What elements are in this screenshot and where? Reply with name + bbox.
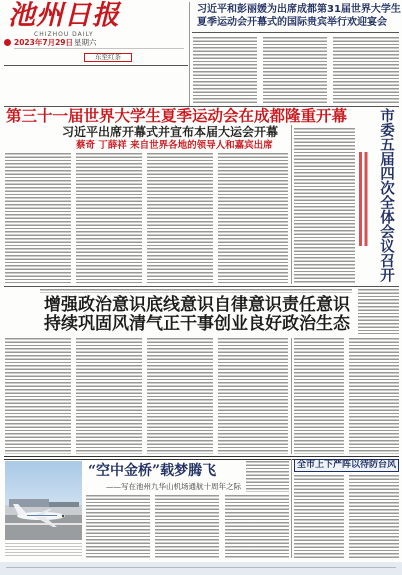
lead-story-subhead: 习近平出席开幕式并宣布本届大运会开幕 (62, 125, 279, 139)
top-story-body-column (193, 37, 257, 104)
typhoon-story-body-column (294, 475, 344, 558)
issue-date: 2023年7月29日 (14, 38, 74, 47)
lead-story-body-column (76, 153, 142, 283)
lead-story-attendees: 蔡奇 丁薛祥 来自世界各地的领导人和嘉宾出席 (76, 140, 273, 151)
lead-story-body-column (218, 153, 288, 283)
airport-story-body-column (155, 495, 219, 558)
plenum-story-kicker (359, 152, 369, 246)
lead-story-headline: 第三十一届世界大学生夏季运动会在成都隆重开幕 (6, 107, 348, 125)
section-divider (4, 286, 399, 287)
plenum-story-body-column (349, 338, 399, 454)
airplane-icon (5, 461, 82, 540)
newspaper-subtitle: CHIZHOU DAILY (34, 31, 94, 38)
plenum-story-body-column (294, 128, 355, 283)
typhoon-story-headline: 全市上下严阵以待防台风 (297, 460, 397, 470)
discipline-story-body-column (5, 338, 71, 454)
top-story-headline-line2: 夏季运动会开幕式的国际贵宾举行欢迎宴会 (197, 17, 387, 28)
discipline-story-body-column (147, 338, 213, 454)
plenum-story-body-column (294, 338, 344, 454)
footer-text (6, 567, 396, 570)
advertisement-box: 东至红茶 (84, 53, 132, 62)
plenum-story-body-column (358, 289, 399, 334)
plenum-story-headline: 市委五届四次全体会议召开 (378, 108, 394, 282)
typhoon-story-body-column (349, 475, 399, 558)
discipline-story-body-column (218, 338, 288, 454)
issue-weekday: 星期六 (74, 38, 97, 47)
airport-story-body-column (225, 495, 289, 558)
discipline-story-kicker (40, 289, 352, 293)
airport-story-body-column (246, 461, 289, 492)
airport-story-headline: “空中金桥”载梦腾飞 (88, 463, 217, 479)
masthead-info-text (14, 48, 184, 51)
lead-story-body-column (5, 153, 71, 283)
photo-caption (5, 543, 82, 557)
airport-story-body-column (86, 495, 150, 558)
airport-story-subhead: ——写在池州九华山机场通航十周年之际 (106, 482, 241, 491)
newspaper-title: 池州日报 (8, 0, 120, 31)
logo-icon (4, 39, 11, 46)
discipline-story-headline-line1: 增强政治意识底线意识自律意识责任意识 (44, 295, 350, 315)
discipline-story-headline-line2: 持续巩固风清气正干事创业良好政治生态 (44, 314, 350, 334)
top-story-body-column (333, 37, 399, 104)
lead-story-body-column (147, 153, 213, 283)
column-divider (189, 2, 190, 106)
top-story-body-column (263, 37, 327, 104)
page-footer (0, 562, 402, 575)
masthead-divider (4, 65, 188, 66)
airport-photo (5, 461, 82, 540)
column-divider (291, 125, 292, 284)
top-story-divider (192, 32, 399, 33)
discipline-story-body-column (76, 338, 142, 454)
column-divider (291, 459, 292, 558)
column-divider (291, 338, 292, 454)
top-story-headline-line1: 习近平和彭丽媛为出席成都第31届世界大学生 (197, 4, 401, 15)
